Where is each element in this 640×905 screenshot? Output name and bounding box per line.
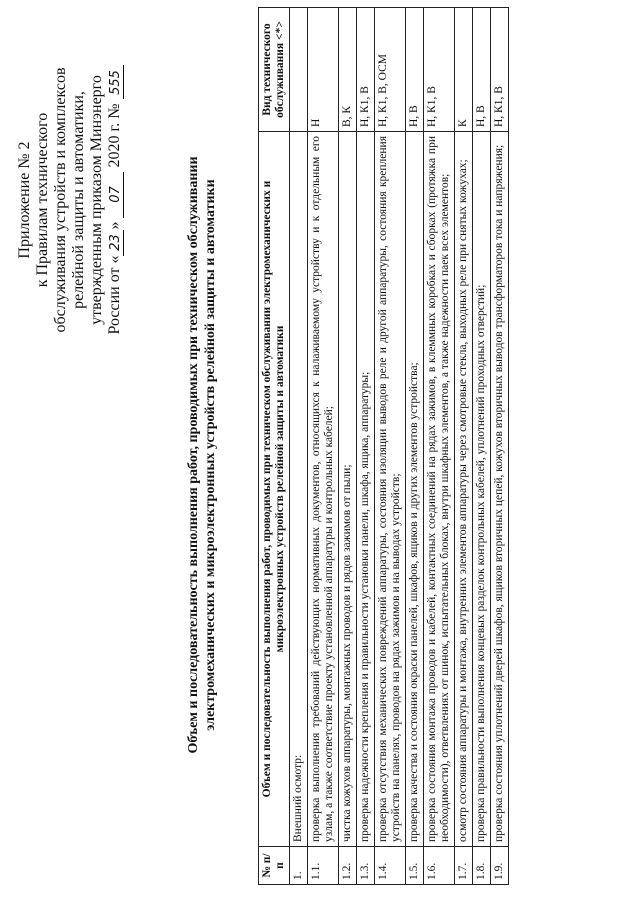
table-row xyxy=(491,8,509,885)
row-desc: проверка надежности крепления и правильности установки панели, шкафа, ящика, аппаратуры; xyxy=(357,132,375,847)
table-row xyxy=(308,8,339,885)
row-num: 1.6. xyxy=(424,847,455,885)
row-desc: проверка правильности выполнения концевых разделок контрольных кабелей, уплотнений проходных отверстий; xyxy=(473,132,491,847)
title-line: Объем и последовательность выполнения работ, проводимых при техническом обслуживании xyxy=(186,156,201,754)
table-header-row xyxy=(259,8,290,885)
row-type: К xyxy=(455,8,473,132)
row-type: Н xyxy=(308,8,339,132)
table-row xyxy=(424,8,455,885)
row-desc: проверка выполнения требований действующих нормативных документов, относящихся к налаживаемому устройству и к отдельным его узлам, а также соответствие проекту установленной аппаратуры и контрольных кабелей; xyxy=(308,132,339,847)
row-type: Н, К1, В xyxy=(491,8,509,132)
order-number: 555 xyxy=(109,65,124,99)
appendix-line: утвержденным приказом Минэнерго xyxy=(88,75,105,325)
appendix-line: к Правилам технического xyxy=(34,112,51,288)
row-num: 1.4. xyxy=(375,847,406,885)
table-row xyxy=(290,8,308,885)
row-desc: проверка отсутствия механических повреждений аппаратуры, состояния изоляции выводов реле и другой аппаратуры, состояния крепления устройств на панелях, проводов на рядах зажимов и на выводах устройств; xyxy=(375,132,406,847)
date-mid: » xyxy=(106,221,123,230)
row-desc: чистка кожухов аппаратуры, монтажных проводов и рядов зажимов от пыли; xyxy=(339,132,357,847)
date-month: 07 xyxy=(109,172,124,218)
row-desc: проверка состояния монтажа проводов и кабелей, контактных соединений на рядах зажимов, в клеммных коробках и сборках (протяжка при необходимости), ответвлениях от шинок, испытательных блоках, внутри шкафных элементов, а также надежности паек всех элементов; xyxy=(424,132,455,847)
row-num: 1.7. xyxy=(455,847,473,885)
row-num: 1.1. xyxy=(308,847,339,885)
date-prefix: России от « xyxy=(106,255,123,335)
document-title xyxy=(185,15,219,895)
row-num: 1.5. xyxy=(406,847,424,885)
row-type: Н, К1, В, ОСМ xyxy=(375,8,406,132)
date-year: 2020 г. № xyxy=(106,103,123,168)
works-table xyxy=(258,7,509,885)
row-type: Н, К1, В xyxy=(424,8,455,132)
row-num: 1. xyxy=(290,847,308,885)
header-type: Вид технического обслуживания <*> xyxy=(259,8,290,132)
header-num: № п/п xyxy=(259,847,290,885)
row-desc: проверка состояния уплотнений дверей шкафов, ящиков вторичных цепей, кожухов вторичных выводов трансформаторов тока и напряжения; xyxy=(491,132,509,847)
order-date-line xyxy=(106,35,124,365)
table-row xyxy=(473,8,491,885)
row-num: 1.3. xyxy=(357,847,375,885)
row-type: Н, К1, В xyxy=(357,8,375,132)
row-desc: Внешний осмотр: xyxy=(290,132,308,847)
appendix-line: релейной защиты и автоматики, xyxy=(70,91,87,309)
row-type xyxy=(290,8,308,132)
table-row xyxy=(455,8,473,885)
row-desc: проверка качества и состояния окраски панелей, шкафов, ящиков и других элементов устройства; xyxy=(406,132,424,847)
row-desc: осмотр состояния аппаратуры и монтажа, внутренних элементов аппаратуры через смотровые стекла, выходных реле при снятых кожухах; xyxy=(455,132,473,847)
appendix-header xyxy=(16,35,124,365)
appendix-line: обслуживания устройств и комплексов xyxy=(52,67,69,333)
row-type: В, К xyxy=(339,8,357,132)
row-num: 1.8. xyxy=(473,847,491,885)
date-day: 23 xyxy=(109,230,124,256)
row-type: Н, В xyxy=(406,8,424,132)
table-row xyxy=(375,8,406,885)
row-num: 1.2. xyxy=(339,847,357,885)
table-row xyxy=(406,8,424,885)
header-desc: Объем и последовательность выполнения работ, проводимых при техническом обслуживании электромеханических и микроэлектронных устройств релейной защиты и автоматики xyxy=(259,132,290,847)
table-row xyxy=(339,8,357,885)
row-num: 1.9. xyxy=(491,847,509,885)
title-line: электромеханических и микроэлектронных устройств релейной защиты и автоматики xyxy=(203,179,218,731)
appendix-label: Приложение № 2 xyxy=(16,141,33,259)
row-type: Н, В xyxy=(473,8,491,132)
table-row xyxy=(357,8,375,885)
